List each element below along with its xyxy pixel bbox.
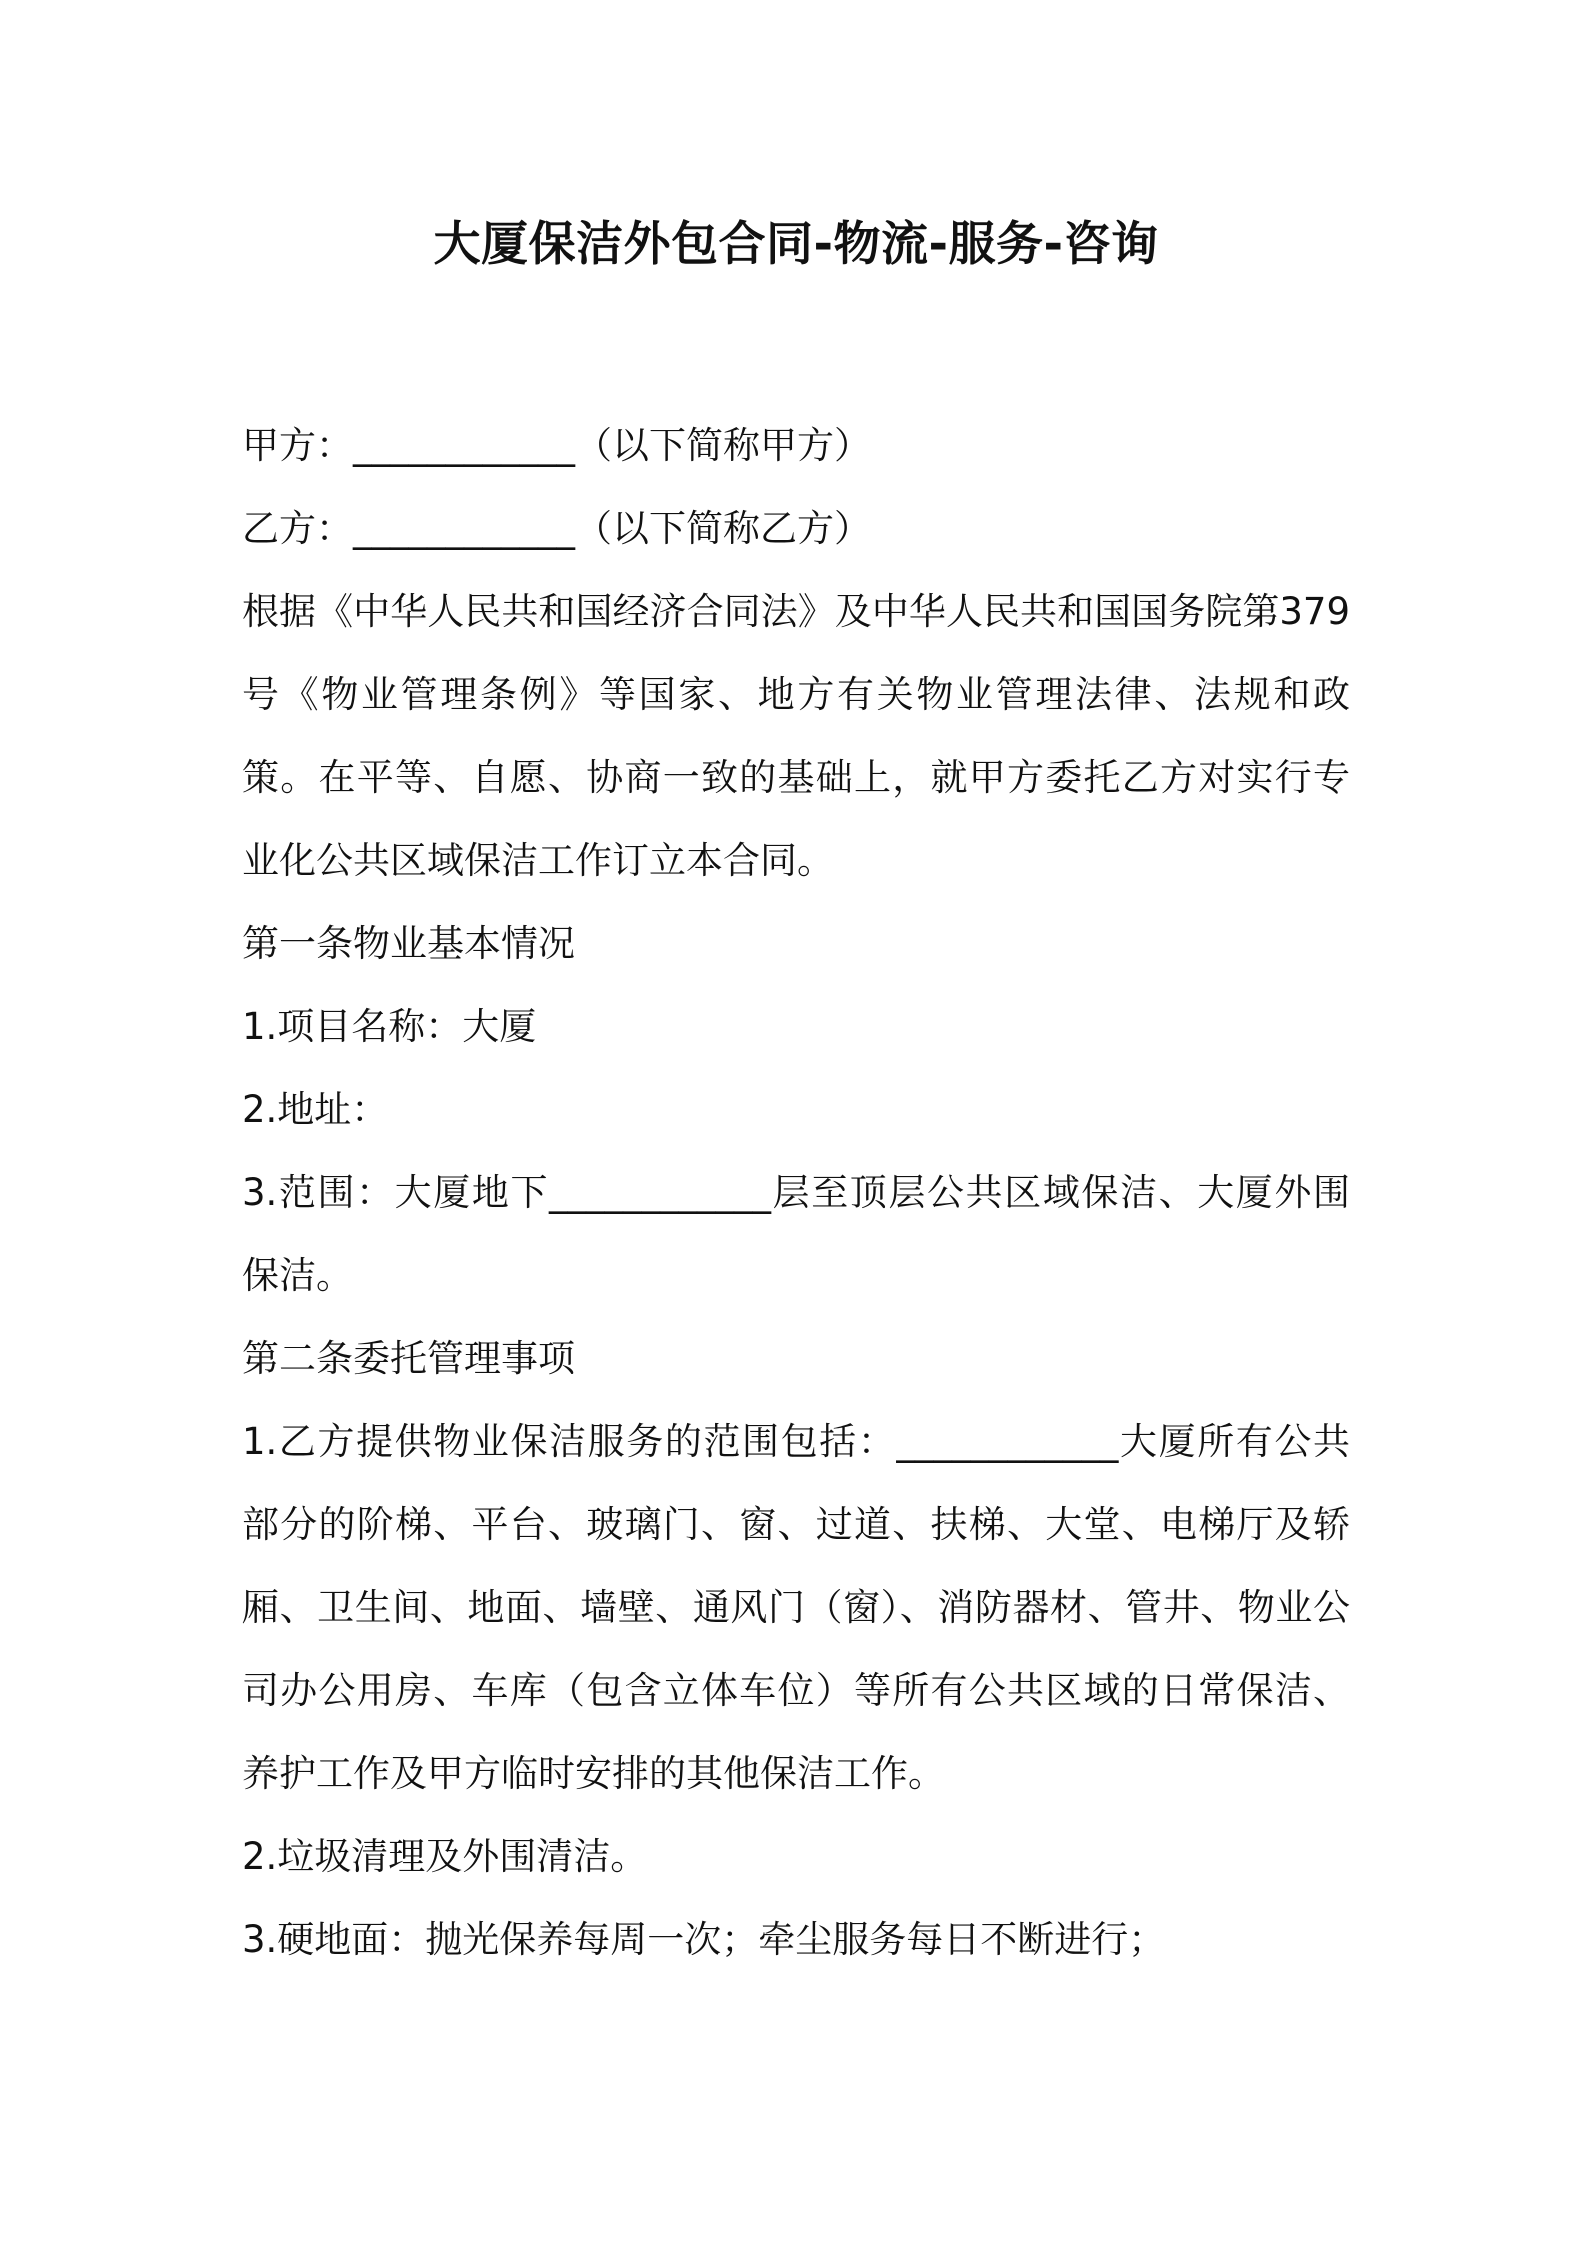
party-a-line: 甲方：____________（以下简称甲方） xyxy=(242,424,871,467)
article-2-item-3: 3.硬地面：抛光保养每周一次；牵尘服务每日不断进行； xyxy=(242,1918,1166,1961)
article-2-item-2: 2.垃圾清理及外围清洁。 xyxy=(242,1835,648,1878)
party-b-line: 乙方：____________（以下简称乙方） xyxy=(242,507,871,550)
article-1-item-3: 3.范围：大厦地下____________层至顶层公共区域保洁、大厦外围保洁。 xyxy=(242,1171,1350,1297)
article-1-heading: 第一条物业基本情况 xyxy=(242,922,575,965)
document-title: 大厦保洁外包合同-物流-服务-咨询 xyxy=(433,217,1159,272)
article-2-heading: 第二条委托管理事项 xyxy=(242,1337,575,1380)
preamble-paragraph: 根据《中华人民共和国经济合同法》及中华人民共和国国务院第379号《物业管理条例》等国家、地方有关物业管理法律、法规和政策。在平等、自愿、协商一致的基础上，就甲方委托乙方对实行专业化公共区域保洁工作订立本合同。 xyxy=(242,590,1350,882)
article-1-item-2: 2.地址： xyxy=(242,1088,389,1131)
article-1-item-1: 1.项目名称：大厦 xyxy=(242,1005,537,1048)
article-2-item-1: 1.乙方提供物业保洁服务的范围包括：____________大厦所有公共部分的阶梯、平台、玻璃门、窗、过道、扶梯、大堂、电梯厅及轿厢、卫生间、地面、墙壁、通风门（窗）、消防器材、管井、物业公司办公用房、车库（包含立体车位）等所有公共区域的日常保洁、养护工作及甲方临时安排的其他保洁工作。 xyxy=(242,1420,1350,1795)
document-body xyxy=(242,404,1350,1981)
